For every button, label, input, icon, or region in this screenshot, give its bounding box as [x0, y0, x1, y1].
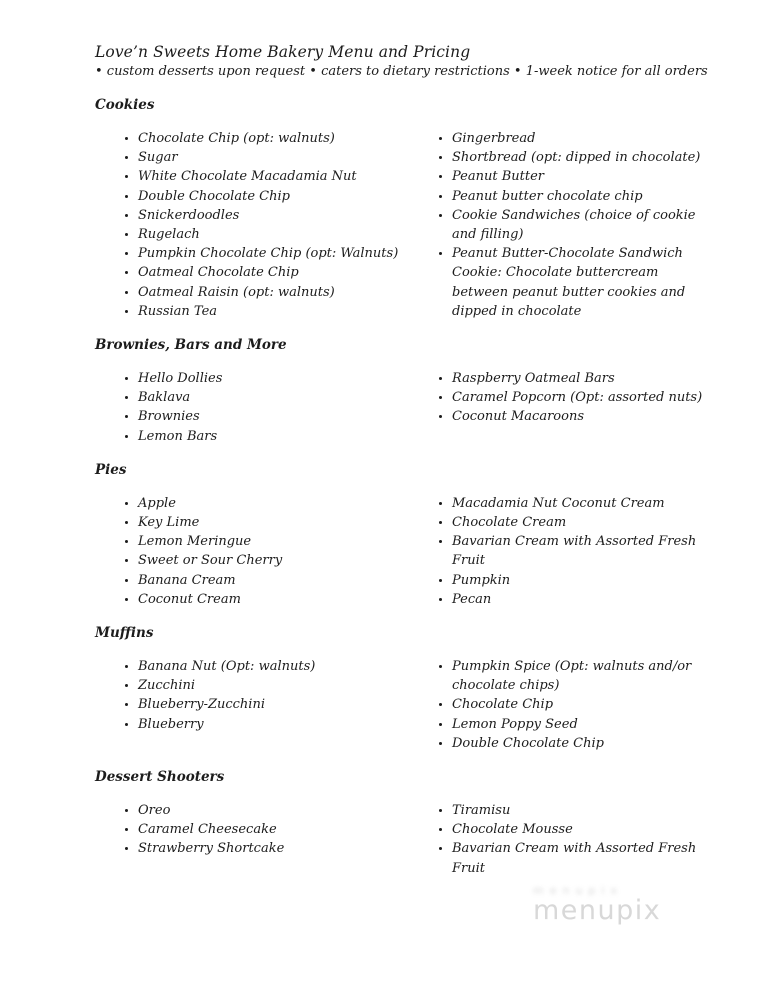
shooters-right-list: [409, 801, 708, 878]
menu-item: • Chocolate Mousse: [452, 820, 708, 839]
section-title: Cookies: [95, 97, 155, 113]
menu-item: • Baklava: [138, 388, 409, 407]
menu-item: • Pumpkin Chocolate Chip (opt: Walnuts): [138, 244, 409, 263]
menu-item: • Cookie Sandwiches (choice of cookie and filling): [452, 206, 708, 244]
brownies-right-list: [409, 369, 708, 427]
menu-item: • Oatmeal Chocolate Chip: [138, 263, 409, 282]
menu-item: • Blueberry: [138, 715, 409, 734]
section-title: Dessert Shooters: [95, 769, 225, 786]
cookies-left-list: [95, 129, 409, 321]
menu-item: • Macadamia Nut Coconut Cream: [452, 494, 708, 513]
muffins-left-list: [95, 657, 409, 734]
menu-item: • Strawberry Shortcake: [138, 839, 409, 858]
section-pies: [95, 461, 708, 609]
menu-item: • Peanut butter chocolate chip: [452, 187, 708, 206]
menu-item: • Pumpkin: [452, 571, 708, 590]
menu-item: • Blueberry-Zucchini: [138, 695, 409, 714]
menu-item: • Coconut Macaroons: [452, 407, 708, 426]
menu-item: • Raspberry Oatmeal Bars: [452, 369, 708, 388]
menu-item: • Peanut Butter-Chocolate Sandwich Cookie: Chocolate buttercream between peanut butter cookies and dipped in chocolate: [452, 244, 708, 321]
menu-item: • Apple: [138, 494, 409, 513]
section-columns: [95, 657, 708, 753]
menu-item: • Chocolate Chip: [452, 695, 708, 714]
menu-item: • Rugelach: [138, 225, 409, 244]
menu-item: • Brownies: [138, 407, 409, 426]
watermark: [533, 884, 661, 924]
menu-item: • Double Chocolate Chip: [452, 734, 708, 753]
menu-item: • Shortbread (opt: dipped in chocolate): [452, 148, 708, 167]
menu-item: • Double Chocolate Chip: [138, 187, 409, 206]
menu-item: • Peanut Butter: [452, 167, 708, 186]
menu-item: • Banana Cream: [138, 571, 409, 590]
menu-item: • Chocolate Chip (opt: walnuts): [138, 129, 409, 148]
menu-item: • Tiramisu: [452, 801, 708, 820]
page-title: Love’n Sweets Home Bakery Menu and Pricing: [95, 43, 471, 61]
menu-item: • Key Lime: [138, 513, 409, 532]
menu-item: • Oatmeal Raisin (opt: walnuts): [138, 283, 409, 302]
brownies-left-list: [95, 369, 409, 446]
menu-item: • Lemon Bars: [138, 427, 409, 446]
pies-left-list: [95, 494, 409, 609]
section-title: Brownies, Bars and More: [95, 337, 287, 354]
menu-item: • Bavarian Cream with Assorted Fresh Fruit: [452, 839, 708, 877]
menu-item: • Hello Dollies: [138, 369, 409, 388]
menu-item: • Chocolate Cream: [452, 513, 708, 532]
menu-item: • Gingerbread: [452, 129, 708, 148]
pies-right-list: [409, 494, 708, 609]
menu-item: • Pumpkin Spice (Opt: walnuts and/or chocolate chips): [452, 657, 708, 695]
menu-item: • Caramel Cheesecake: [138, 820, 409, 839]
menu-item: • Pecan: [452, 590, 708, 609]
cookies-right-list: [409, 129, 708, 321]
page-subtitle: • custom desserts upon request • caters to dietary restrictions • 1-week notice for all orders: [95, 64, 708, 79]
menu-item: • Oreo: [138, 801, 409, 820]
section-brownies-bars: [95, 336, 708, 446]
menu-item: • Lemon Poppy Seed: [452, 715, 708, 734]
menu-item: • Coconut Cream: [138, 590, 409, 609]
section-columns: [95, 369, 708, 446]
section-dessert-shooters: [95, 768, 708, 878]
watermark-logo-text: menupix: [533, 895, 662, 926]
menu-item: • Bavarian Cream with Assorted Fresh Fruit: [452, 532, 708, 570]
menu-item: • White Chocolate Macadamia Nut: [138, 167, 409, 186]
menu-item: • Zucchini: [138, 676, 409, 695]
menu-item: • Sweet or Sour Cherry: [138, 551, 409, 570]
section-cookies: [95, 96, 708, 321]
menu-item: • Banana Nut (Opt: walnuts): [138, 657, 409, 676]
section-columns: [95, 494, 708, 609]
section-columns: [95, 129, 708, 321]
section-columns: [95, 801, 708, 878]
menu-item: • Lemon Meringue: [138, 532, 409, 551]
watermark-blur-text: menupix: [533, 884, 623, 897]
section-title: Muffins: [95, 625, 154, 642]
section-muffins: [95, 624, 708, 753]
menu-item: • Caramel Popcorn (Opt: assorted nuts): [452, 388, 708, 407]
menu-item: • Sugar: [138, 148, 409, 167]
shooters-left-list: [95, 801, 409, 859]
menu-item: • Snickerdoodles: [138, 206, 409, 225]
section-title: Pies: [95, 461, 127, 478]
muffins-right-list: [409, 657, 708, 753]
menu-item: • Russian Tea: [138, 302, 409, 321]
